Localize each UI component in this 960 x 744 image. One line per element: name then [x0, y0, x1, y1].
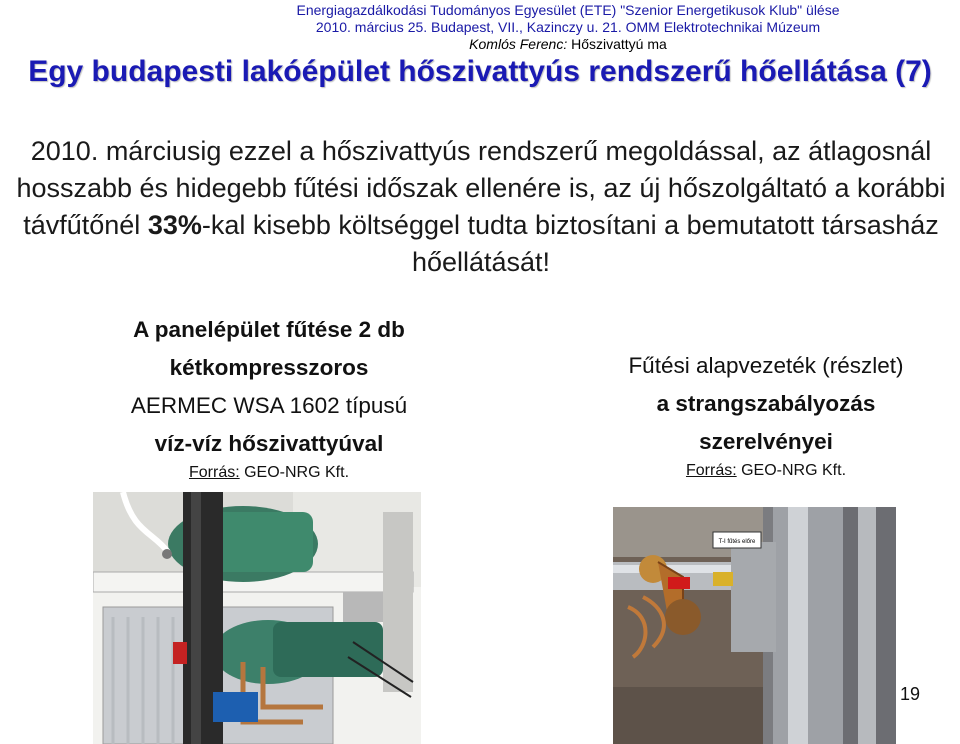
- left-caption-line: AERMEC WSA 1602 típusú: [130, 393, 408, 418]
- left-source-name: GEO-NRG Kft.: [244, 464, 350, 481]
- slide-title: Egy budapesti lakóépület hőszivattyús rendszerű hőellátása (7): [28, 55, 932, 88]
- event-header: [188, 2, 948, 53]
- header-line-1: Energiagazdálkodási Tudományos Egyesület (ETE) "Szenior Energetikusok Klub" ülése: [296, 2, 840, 18]
- right-source: [576, 461, 956, 481]
- left-caption-line: A panelépület fűtése 2 db: [133, 317, 405, 342]
- header-topic: Hőszivattyú ma: [571, 36, 667, 52]
- heat-pump-photo: [93, 492, 421, 744]
- left-source-label: Forrás:: [188, 464, 240, 481]
- paragraph-text-2: -kal kisebb költséggel tudta biztosítani a bemutatott társasház hőellátását!: [201, 210, 939, 277]
- savings-percent: 33%: [147, 210, 202, 240]
- right-caption-line: a strangszabályozás: [656, 391, 876, 416]
- right-caption-line: Fűtési alapvezeték (részlet): [628, 353, 904, 378]
- left-caption-line: kétkompresszoros: [169, 355, 369, 380]
- right-caption-line: szerelvényei: [699, 429, 833, 454]
- heat-pump-illustration: [93, 492, 421, 744]
- header-line-2: 2010. március 25. Budapest, VII., Kazinczy u. 21. OMM Elektrotechnikai Múzeum: [315, 19, 821, 35]
- pipe-valves-photo: [613, 507, 896, 744]
- pipe-valves-illustration: [613, 507, 896, 744]
- pipe-label-tag: T-I fűtés előre: [718, 539, 756, 545]
- main-paragraph: [6, 133, 956, 281]
- paragraph-text-1: 2010. márciusig ezzel a hőszivattyús rendszerű megoldással, az átlagosnál hosszabb és hidegebb fűtési időszak ellenére is, az új hőszolgáltató a korábbi távfűtőnél: [16, 136, 946, 240]
- left-source: [84, 463, 454, 483]
- right-caption: [576, 347, 956, 481]
- header-author: Komlós Ferenc:: [469, 36, 568, 52]
- page-number: 19: [900, 684, 921, 704]
- left-caption-line: víz-víz hőszivattyúval: [154, 431, 384, 456]
- left-caption: [84, 311, 454, 483]
- right-source-name: GEO-NRG Kft.: [741, 462, 847, 479]
- right-source-label: Forrás:: [685, 462, 737, 479]
